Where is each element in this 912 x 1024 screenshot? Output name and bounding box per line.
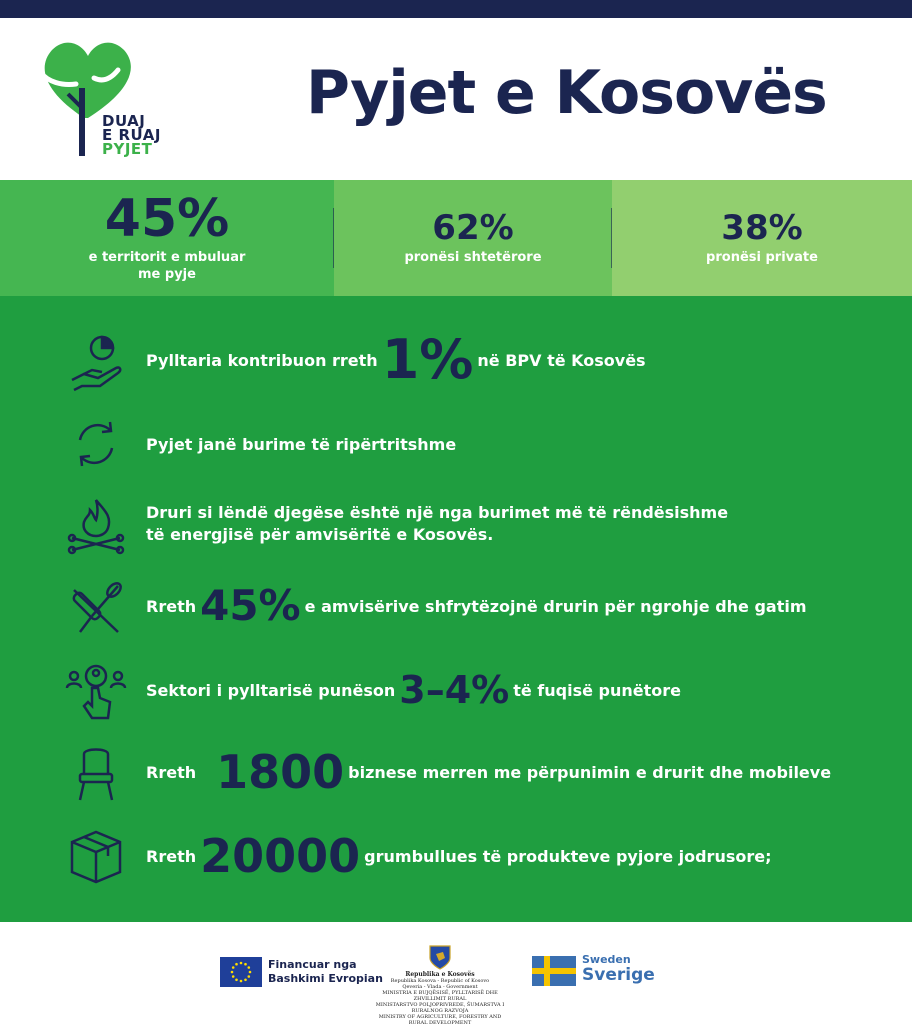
fact-text-before: Rreth [146,596,197,616]
top-bar [0,0,912,18]
eu-line-1: Financuar nga [268,958,357,971]
eu-funding-text [268,958,383,986]
fact-text-after: në BPV të Kosovës [477,350,646,370]
fact-text-line-2: të energjisë për amvisëritë e Kosovës. [146,525,494,544]
renew-arrows-icon [64,412,128,476]
fact-text [146,574,807,638]
stat-label: pronësi private [706,249,818,265]
fact-text [146,328,646,392]
logo-line-2: E RUAJ [102,126,161,144]
duaj-e-ruaj-pyjet-logo [36,38,196,178]
fact-highlight: 20000 [200,829,361,883]
logo-text [102,114,161,156]
kosovo-emblem-icon [428,944,452,970]
ks-line-3: Qeveria - Vlada - Government [402,984,478,990]
ks-line-4: MINISTRIA E BUJQËSISË, PYLLTARISË DHE ZHVILLIMIT RURAL [382,990,498,1002]
box-icon [64,824,128,888]
ks-line-2: Republika Kosova - Republic of Kosovo [390,978,490,984]
fact-text [146,740,831,804]
ks-line-1: Republika e Kosovës [405,971,475,978]
header [0,18,912,180]
fact-text-line-1: Druri si lëndë djegëse është një nga burimet më të rëndësishme [146,503,729,522]
fact-text-after: biznese merren me përpunimin e drurit dhe mobileve [348,762,832,782]
stat-value: 45% [104,189,230,249]
ks-line-6: MINISTRY OF AGRICULTURE, FORESTRY AND RURAL DEVELOPMENT [378,1014,502,1024]
page-title: Pyjet e Kosovës [306,58,827,128]
fact-text-before: Pylltaria kontribuon rreth [146,350,378,370]
fact-text [146,412,456,476]
fact-text [146,500,728,548]
eu-line-2: Bashkimi Evropian [268,972,383,985]
fact-highlight: 3–4% [399,668,510,712]
eu-flag-icon [220,957,262,987]
stat-label: pronësi shtetërore [404,249,542,265]
kosovo-ministry-text [370,972,510,1024]
fact-text-after: të fuqisë punëtore [513,680,682,700]
fact-text-before: Sektori i pylltarisë punëson [146,680,396,700]
fact-text-after: grumbullues të produkteve pyjore jodrusore; [364,846,772,866]
stat-state-ownership [334,180,612,296]
stat-forest-coverage [0,180,334,296]
campfire-icon [64,494,128,558]
logo-line-1: DUAJ [102,112,146,130]
stats-bar [0,180,912,296]
fact-text [146,824,772,888]
stat-value: 62% [432,207,514,248]
ks-line-5: MINISTARSTVO POLJOPRIVREDE, ŠUMARSTVA I RURALNOG RAZVOJA [375,1002,505,1014]
facts-panel [0,296,912,922]
stat-private-ownership [612,180,912,296]
fact-highlight: 1800 [216,745,345,799]
fact-text-before: Pyjet janë burime të ripërtritshme [146,434,457,454]
logo-line-3: PYJET [102,140,153,158]
sweden-text [582,954,655,984]
stat-label: e territorit e mbuluar me pyje [88,250,246,282]
fact-text-before: Rreth [146,762,197,782]
fact-text-after: e amvisërive shfrytëzojnë drurin për ngrohje dhe gatim [304,596,807,616]
stat-value: 38% [721,207,803,248]
se-line-1: Sweden [582,953,631,966]
fact-highlight: 1% [381,328,474,391]
fact-highlight: 45% [200,581,301,630]
fact-text-before: Rreth [146,846,197,866]
chair-icon [64,742,128,806]
people-pointer-icon [64,662,128,726]
hand-pie-chart-icon [64,330,128,394]
footer [0,922,912,1024]
fact-text [146,658,681,722]
se-line-2: Sverige [582,965,655,985]
sweden-flag-icon [532,956,576,986]
rolling-pin-whisk-icon [64,576,128,640]
